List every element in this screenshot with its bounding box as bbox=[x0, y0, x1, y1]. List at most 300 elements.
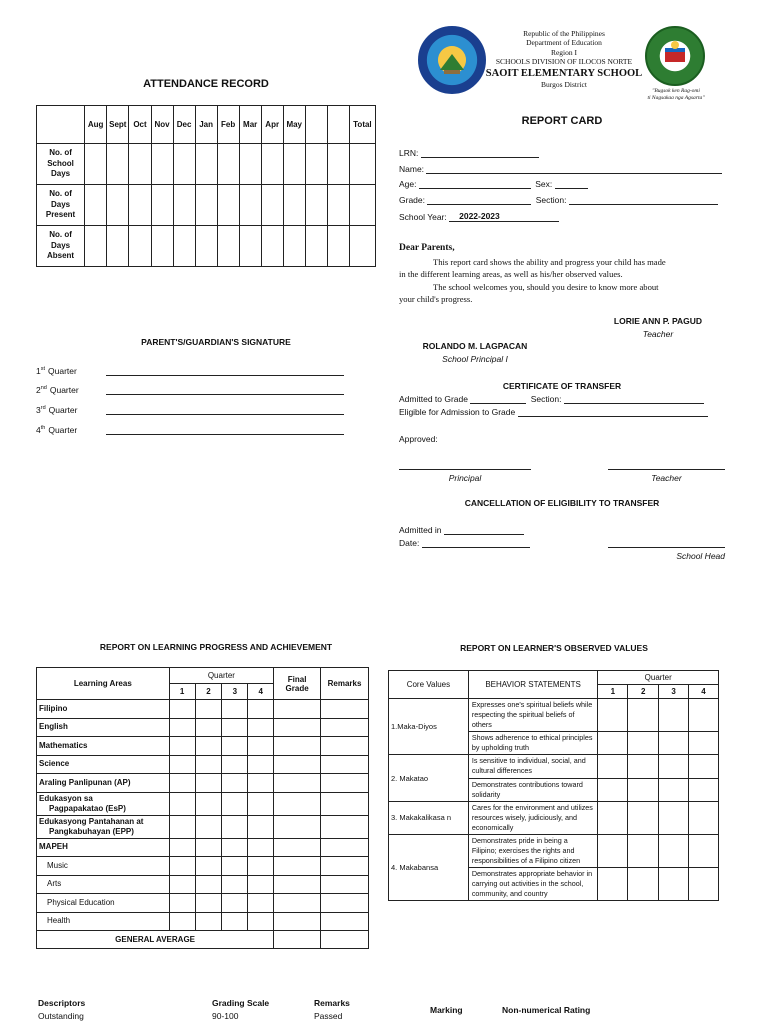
quarter-ordinal: st bbox=[40, 366, 46, 373]
lrn-line bbox=[421, 157, 539, 158]
subject-name-line-1: Mathematics bbox=[39, 740, 88, 750]
grade-cell[interactable] bbox=[195, 737, 222, 756]
attendance-cell[interactable] bbox=[283, 185, 305, 226]
grade-cell[interactable] bbox=[169, 700, 195, 719]
grade-cell[interactable] bbox=[195, 755, 222, 774]
attendance-cell[interactable] bbox=[85, 185, 107, 226]
subject-row bbox=[37, 792, 369, 815]
attendance-month-header bbox=[305, 106, 327, 144]
attendance-cell[interactable] bbox=[283, 144, 305, 185]
attendance-month-header: Dec bbox=[173, 106, 195, 144]
subject-name-line-1: MAPEH bbox=[39, 842, 68, 852]
attendance-month-header: Sept bbox=[107, 106, 129, 144]
grade-cell[interactable] bbox=[222, 755, 248, 774]
age-label: Age: bbox=[399, 179, 417, 189]
letter-line-3: The school welcomes you, should you desire to know more about bbox=[433, 281, 659, 292]
core-value-name: 3. Makakalikasa n bbox=[389, 801, 469, 834]
attendance-cell[interactable] bbox=[195, 144, 217, 185]
subject-name-line-1: Arts bbox=[47, 879, 62, 889]
subject-name-line-1: Music bbox=[47, 860, 68, 870]
col-final-line-2: Grade bbox=[285, 683, 309, 693]
grade-cell[interactable] bbox=[195, 912, 222, 931]
approved-label: Approved: bbox=[399, 434, 438, 444]
grade-cell[interactable] bbox=[248, 700, 274, 719]
motto-line-2: ti Nagsakaa nga Agsarta" bbox=[647, 94, 705, 101]
subject-row bbox=[37, 774, 369, 793]
grade-cell[interactable] bbox=[321, 755, 369, 774]
attendance-cell[interactable] bbox=[107, 226, 129, 267]
value-rating-cell[interactable] bbox=[628, 868, 659, 901]
subject-row bbox=[37, 737, 369, 756]
grade-cell[interactable] bbox=[321, 718, 369, 737]
grade-cell[interactable] bbox=[274, 792, 321, 815]
value-rating-cell[interactable] bbox=[659, 868, 689, 901]
grade-cell[interactable] bbox=[222, 737, 248, 756]
grade-cell[interactable] bbox=[169, 857, 195, 876]
name-label: Name: bbox=[399, 164, 425, 174]
grade-cell[interactable] bbox=[195, 875, 222, 894]
value-rating-cell[interactable] bbox=[689, 755, 719, 778]
quarter-ordinal: th bbox=[40, 425, 46, 432]
value-rating-cell[interactable] bbox=[628, 699, 659, 732]
grade-cell[interactable] bbox=[321, 894, 369, 913]
school-motto bbox=[640, 88, 712, 101]
signature-title: PARENT'S/GUARDIAN'S SIGNATURE bbox=[141, 337, 291, 347]
subject-row bbox=[37, 838, 369, 857]
grade-cell[interactable] bbox=[169, 815, 195, 838]
core-value-name: 1.Maka-Diyos bbox=[389, 699, 469, 755]
attendance-cell[interactable] bbox=[129, 144, 151, 185]
attendance-cell[interactable] bbox=[217, 185, 239, 226]
values-title: REPORT ON LEARNER'S OBSERVED VALUES bbox=[460, 643, 648, 653]
grade-cell[interactable] bbox=[321, 737, 369, 756]
grade-cell[interactable] bbox=[274, 755, 321, 774]
signature-quarter-label bbox=[36, 366, 106, 376]
attendance-month-header: Feb bbox=[217, 106, 239, 144]
quarter-number: 3 bbox=[36, 405, 41, 415]
attendance-cell[interactable] bbox=[173, 144, 195, 185]
school-year-field bbox=[399, 211, 559, 222]
grade-cell[interactable] bbox=[248, 912, 274, 931]
value-rating-cell[interactable] bbox=[628, 732, 659, 755]
value-rating-cell[interactable] bbox=[628, 834, 659, 867]
principal-signature-block bbox=[400, 341, 550, 364]
grade-cell[interactable] bbox=[169, 838, 195, 857]
quarter-number-header: 2 bbox=[195, 684, 222, 700]
attendance-row-label-line: Days bbox=[50, 169, 71, 179]
learning-title: REPORT ON LEARNING PROGRESS AND ACHIEVEMENT bbox=[99, 642, 333, 652]
attendance-cell[interactable] bbox=[85, 226, 107, 267]
attendance-cell[interactable] bbox=[195, 185, 217, 226]
grade-cell[interactable] bbox=[169, 894, 195, 913]
grade-cell[interactable] bbox=[222, 875, 248, 894]
value-rating-cell[interactable] bbox=[598, 732, 628, 755]
school-year-value: 2022-2023 bbox=[449, 211, 559, 222]
signature-quarter-row bbox=[36, 385, 376, 395]
attendance-cell[interactable] bbox=[107, 144, 129, 185]
school-head-label: School Head bbox=[676, 551, 725, 561]
attendance-row bbox=[37, 226, 376, 267]
grade-cell[interactable] bbox=[274, 815, 321, 838]
grade-cell[interactable] bbox=[195, 718, 222, 737]
subject-name-line-1: Edukasyong Pantahanan at bbox=[39, 816, 144, 826]
parents-letter bbox=[399, 242, 727, 306]
subject-name-line-2: Pangkabuhayan (EPP) bbox=[49, 826, 134, 836]
descriptor-outstanding: Outstanding bbox=[38, 1011, 84, 1021]
grade-cell[interactable] bbox=[274, 838, 321, 857]
attendance-cell[interactable] bbox=[261, 226, 283, 267]
grade-cell[interactable] bbox=[195, 774, 222, 793]
subject-row bbox=[37, 700, 369, 719]
attendance-cell[interactable] bbox=[239, 226, 261, 267]
grade-cell[interactable] bbox=[321, 774, 369, 793]
school-header-block bbox=[484, 29, 644, 89]
grade-cell[interactable] bbox=[274, 912, 321, 931]
letter-line-2: in the different learning areas, as well as his/her observed values. bbox=[399, 269, 623, 280]
grade-cell[interactable] bbox=[222, 792, 248, 815]
attendance-table bbox=[36, 105, 376, 267]
col-quarter: Quarter bbox=[169, 668, 274, 684]
behavior-statement: Shows adherence to ethical principles by upholding truth bbox=[468, 732, 598, 755]
behavior-statement: Demonstrates contributions toward solidarity bbox=[468, 778, 598, 801]
grade-cell[interactable] bbox=[195, 838, 222, 857]
col-behavior-statements: BEHAVIOR STATEMENTS bbox=[468, 671, 598, 699]
value-rating-cell[interactable] bbox=[689, 834, 719, 867]
sex-line bbox=[555, 188, 588, 189]
value-rating-cell[interactable] bbox=[659, 699, 689, 732]
letter-line-1: This report card shows the ability and progress your child has made bbox=[433, 256, 666, 267]
grade-cell[interactable] bbox=[222, 857, 248, 876]
attendance-header-row bbox=[37, 106, 376, 144]
grade-cell[interactable] bbox=[321, 792, 369, 815]
letter-line-4: your child's progress. bbox=[399, 294, 473, 305]
grade-section-field bbox=[399, 195, 718, 205]
general-average-label: GENERAL AVERAGE bbox=[37, 931, 274, 949]
header-line-republic: Republic of the Philippines bbox=[523, 29, 605, 38]
grade-cell[interactable] bbox=[274, 718, 321, 737]
attendance-cell[interactable] bbox=[261, 185, 283, 226]
subject-name bbox=[37, 857, 170, 876]
attendance-month-header: Jan bbox=[195, 106, 217, 144]
attendance-cell[interactable] bbox=[195, 226, 217, 267]
school-head-sign bbox=[608, 538, 725, 561]
subject-name bbox=[37, 875, 170, 894]
attendance-row-label bbox=[37, 144, 85, 185]
subject-name bbox=[37, 912, 170, 931]
grade-cell[interactable] bbox=[274, 774, 321, 793]
attendance-cell[interactable] bbox=[173, 185, 195, 226]
quarter-ordinal: rd bbox=[40, 405, 46, 412]
signature-line[interactable] bbox=[106, 414, 344, 415]
behavior-statement: Expresses one's spiritual beliefs while respecting the spiritual beliefs of others bbox=[468, 699, 598, 732]
value-rating-cell[interactable] bbox=[689, 778, 719, 801]
attendance-cell[interactable] bbox=[349, 144, 375, 185]
scale-outstanding: 90-100 bbox=[212, 1011, 239, 1021]
grade-cell[interactable] bbox=[274, 894, 321, 913]
attendance-cell[interactable] bbox=[305, 185, 327, 226]
grade-cell[interactable] bbox=[248, 894, 274, 913]
transfer-teacher-sign bbox=[608, 460, 725, 483]
grade-cell[interactable] bbox=[195, 792, 222, 815]
date-field bbox=[399, 538, 530, 548]
grade-cell[interactable] bbox=[248, 718, 274, 737]
teacher-title: Teacher bbox=[642, 329, 674, 339]
value-rating-cell[interactable] bbox=[659, 755, 689, 778]
subject-name bbox=[37, 894, 170, 913]
grade-cell[interactable] bbox=[248, 815, 274, 838]
subject-name-line-1: English bbox=[39, 722, 68, 732]
grade-cell[interactable] bbox=[195, 894, 222, 913]
behavior-row bbox=[389, 699, 719, 732]
behavior-row bbox=[389, 834, 719, 867]
attendance-month-header: Oct bbox=[129, 106, 151, 144]
eligible-grade-label: Eligible for Admission to Grade bbox=[399, 407, 516, 417]
attendance-cell[interactable] bbox=[217, 226, 239, 267]
grade-cell[interactable] bbox=[222, 718, 248, 737]
attendance-cell[interactable] bbox=[129, 185, 151, 226]
values-quarter-number: 3 bbox=[659, 685, 689, 699]
subject-name bbox=[37, 838, 170, 857]
grade-cell[interactable] bbox=[222, 700, 248, 719]
grade-cell[interactable] bbox=[222, 774, 248, 793]
subject-row bbox=[37, 718, 369, 737]
descriptors-header: Descriptors bbox=[38, 998, 86, 1008]
signature-quarter-label bbox=[36, 405, 106, 415]
attendance-row-label bbox=[37, 185, 85, 226]
grade-cell[interactable] bbox=[169, 792, 195, 815]
value-rating-cell[interactable] bbox=[598, 801, 628, 834]
grade-cell[interactable] bbox=[169, 737, 195, 756]
values-quarter-number: 4 bbox=[689, 685, 719, 699]
attendance-row bbox=[37, 144, 376, 185]
eligible-grade-field bbox=[399, 407, 708, 417]
quarter-number-header: 1 bbox=[169, 684, 195, 700]
value-rating-cell[interactable] bbox=[598, 699, 628, 732]
subject-name-line-1: Science bbox=[39, 759, 70, 769]
signature-quarter-label bbox=[36, 385, 106, 395]
subject-name bbox=[37, 737, 170, 756]
attendance-row-label-line: Days bbox=[50, 240, 71, 250]
signature-quarter-label bbox=[36, 425, 106, 435]
header-line-region: Region I bbox=[550, 47, 578, 57]
transfer-teacher-label: Teacher bbox=[651, 473, 682, 483]
attendance-row-label-line: Absent bbox=[46, 251, 75, 261]
attendance-month-header: Aug bbox=[85, 106, 107, 144]
grade-cell[interactable] bbox=[248, 875, 274, 894]
subject-name-line-2: Pagpapakatao (EsP) bbox=[49, 803, 126, 813]
signature-quarter-row bbox=[36, 366, 376, 376]
grade-cell[interactable] bbox=[321, 700, 369, 719]
grade-cell[interactable] bbox=[248, 838, 274, 857]
grade-cell[interactable] bbox=[169, 755, 195, 774]
grade-cell[interactable] bbox=[321, 815, 369, 838]
value-rating-cell[interactable] bbox=[689, 699, 719, 732]
signature-line[interactable] bbox=[106, 375, 344, 376]
grade-cell[interactable] bbox=[274, 857, 321, 876]
attendance-month-header bbox=[327, 106, 349, 144]
grade-cell[interactable] bbox=[321, 857, 369, 876]
grade-cell[interactable] bbox=[248, 792, 274, 815]
value-rating-cell[interactable] bbox=[598, 868, 628, 901]
grade-cell[interactable] bbox=[222, 838, 248, 857]
quarter-word: Quarter bbox=[48, 366, 77, 376]
admitted-grade-line bbox=[470, 403, 526, 404]
signature-line[interactable] bbox=[106, 394, 344, 395]
attendance-month-header: Mar bbox=[239, 106, 261, 144]
transfer-principal-label: Principal bbox=[448, 473, 482, 483]
attendance-cell[interactable] bbox=[217, 144, 239, 185]
attendance-cell[interactable] bbox=[261, 144, 283, 185]
subject-name bbox=[37, 718, 170, 737]
transfer-teacher-line bbox=[608, 460, 725, 470]
grade-cell[interactable] bbox=[195, 700, 222, 719]
grade-cell[interactable] bbox=[321, 838, 369, 857]
col-remarks: Remarks bbox=[321, 668, 369, 700]
transfer-section-line bbox=[564, 403, 704, 404]
attendance-cell[interactable] bbox=[129, 226, 151, 267]
grade-cell[interactable] bbox=[222, 912, 248, 931]
attendance-row-label-line: School bbox=[47, 158, 74, 168]
attendance-cell[interactable] bbox=[283, 226, 305, 267]
col-final-grade bbox=[274, 668, 321, 700]
grade-cell[interactable] bbox=[169, 718, 195, 737]
header-line-deped: Department of Education bbox=[526, 38, 602, 48]
transfer-principal-line bbox=[399, 460, 531, 470]
remark-passed: Passed bbox=[314, 1011, 343, 1021]
grade-cell[interactable] bbox=[321, 912, 369, 931]
grade-cell[interactable] bbox=[169, 774, 195, 793]
col-core-values: Core Values bbox=[389, 671, 469, 699]
grade-cell[interactable] bbox=[274, 700, 321, 719]
attendance-row bbox=[37, 185, 376, 226]
transfer-principal-sign bbox=[399, 460, 531, 483]
attendance-cell[interactable] bbox=[349, 226, 375, 267]
value-rating-cell[interactable] bbox=[659, 778, 689, 801]
attendance-title: ATTENDANCE RECORD bbox=[143, 78, 269, 90]
grade-cell[interactable] bbox=[274, 875, 321, 894]
quarter-number-header: 4 bbox=[248, 684, 274, 700]
grade-cell[interactable] bbox=[248, 755, 274, 774]
subject-name bbox=[37, 792, 170, 815]
attendance-cell[interactable] bbox=[85, 144, 107, 185]
value-rating-cell[interactable] bbox=[659, 801, 689, 834]
value-rating-cell[interactable] bbox=[689, 732, 719, 755]
value-rating-cell[interactable] bbox=[659, 834, 689, 867]
general-average-grade[interactable] bbox=[274, 931, 321, 949]
sex-label: Sex: bbox=[535, 179, 553, 189]
grade-cell[interactable] bbox=[222, 894, 248, 913]
behavior-row bbox=[389, 801, 719, 834]
admitted-in-field bbox=[399, 525, 524, 535]
attendance-cell[interactable] bbox=[107, 185, 129, 226]
principal-title: School Principal I bbox=[442, 354, 508, 364]
value-rating-cell[interactable] bbox=[689, 868, 719, 901]
admitted-in-label: Admitted in bbox=[399, 525, 442, 535]
attendance-cell[interactable] bbox=[327, 226, 349, 267]
attendance-cell[interactable] bbox=[305, 144, 327, 185]
learning-progress-table bbox=[36, 667, 369, 949]
quarter-ordinal: nd bbox=[40, 385, 47, 392]
behavior-row bbox=[389, 755, 719, 778]
attendance-cell[interactable] bbox=[151, 226, 173, 267]
value-rating-cell[interactable] bbox=[598, 778, 628, 801]
value-rating-cell[interactable] bbox=[659, 732, 689, 755]
signature-line[interactable] bbox=[106, 434, 344, 435]
subject-name-line-1: Edukasyon sa bbox=[39, 793, 93, 803]
grade-cell[interactable] bbox=[169, 912, 195, 931]
value-rating-cell[interactable] bbox=[598, 834, 628, 867]
grade-cell[interactable] bbox=[248, 737, 274, 756]
behavior-statement: Cares for the environment and utilizes resources wisely, judiciously, and economically bbox=[468, 801, 598, 834]
name-field bbox=[399, 164, 722, 174]
value-rating-cell[interactable] bbox=[628, 778, 659, 801]
grade-cell[interactable] bbox=[274, 737, 321, 756]
attendance-cell[interactable] bbox=[327, 185, 349, 226]
subject-row bbox=[37, 815, 369, 838]
value-rating-cell[interactable] bbox=[689, 801, 719, 834]
subject-row bbox=[37, 894, 369, 913]
behavior-statement: Demonstrates pride in being a Filipino; exercises the rights and responsibilities of a Filipino citizen bbox=[468, 834, 598, 867]
grade-cell[interactable] bbox=[321, 875, 369, 894]
value-rating-cell[interactable] bbox=[628, 755, 659, 778]
age-sex-field bbox=[399, 179, 588, 189]
attendance-cell[interactable] bbox=[151, 144, 173, 185]
observed-values-table bbox=[388, 670, 719, 901]
grade-cell[interactable] bbox=[195, 857, 222, 876]
non-numerical-header: Non-numerical Rating bbox=[502, 1005, 591, 1015]
attendance-corner-cell bbox=[37, 106, 85, 144]
grade-cell[interactable] bbox=[222, 815, 248, 838]
quarter-number-header: 3 bbox=[222, 684, 248, 700]
subject-row bbox=[37, 912, 369, 931]
attendance-cell[interactable] bbox=[327, 144, 349, 185]
subject-row bbox=[37, 755, 369, 774]
behavior-statement: Is sensitive to individual, social, and cultural differences bbox=[468, 755, 598, 778]
eligible-grade-line bbox=[518, 416, 708, 417]
grade-cell[interactable] bbox=[195, 815, 222, 838]
transfer-section-label: Section: bbox=[530, 394, 562, 404]
section-label: Section: bbox=[535, 195, 567, 205]
admitted-grade-field bbox=[399, 394, 704, 404]
value-rating-cell[interactable] bbox=[598, 755, 628, 778]
attendance-cell[interactable] bbox=[173, 226, 195, 267]
grade-cell[interactable] bbox=[169, 875, 195, 894]
quarter-word: Quarter bbox=[48, 405, 78, 415]
attendance-row-label-line: No. of bbox=[49, 147, 72, 157]
general-average-remarks[interactable] bbox=[321, 931, 369, 949]
section-line bbox=[569, 204, 718, 205]
school-name: SAOIT ELEMENTARY SCHOOL bbox=[485, 67, 643, 79]
attendance-cell[interactable] bbox=[239, 185, 261, 226]
attendance-month-header: Nov bbox=[151, 106, 173, 144]
behavior-statement: Demonstrates appropriate behavior in carrying out activities in the school, community, and country bbox=[468, 868, 598, 901]
signature-quarter-row bbox=[36, 405, 376, 415]
grade-cell[interactable] bbox=[248, 774, 274, 793]
attendance-cell[interactable] bbox=[151, 185, 173, 226]
subject-name-line-1: Physical Education bbox=[47, 897, 115, 907]
subject-row bbox=[37, 857, 369, 876]
grade-cell[interactable] bbox=[248, 857, 274, 876]
grade-line bbox=[427, 204, 531, 205]
date-line bbox=[422, 547, 530, 548]
remarks-header: Remarks bbox=[314, 998, 350, 1008]
marking-header: Marking bbox=[430, 1005, 463, 1015]
value-rating-cell[interactable] bbox=[628, 801, 659, 834]
attendance-cell[interactable] bbox=[305, 226, 327, 267]
attendance-cell[interactable] bbox=[349, 185, 375, 226]
attendance-cell[interactable] bbox=[239, 144, 261, 185]
general-average-row bbox=[37, 931, 369, 949]
